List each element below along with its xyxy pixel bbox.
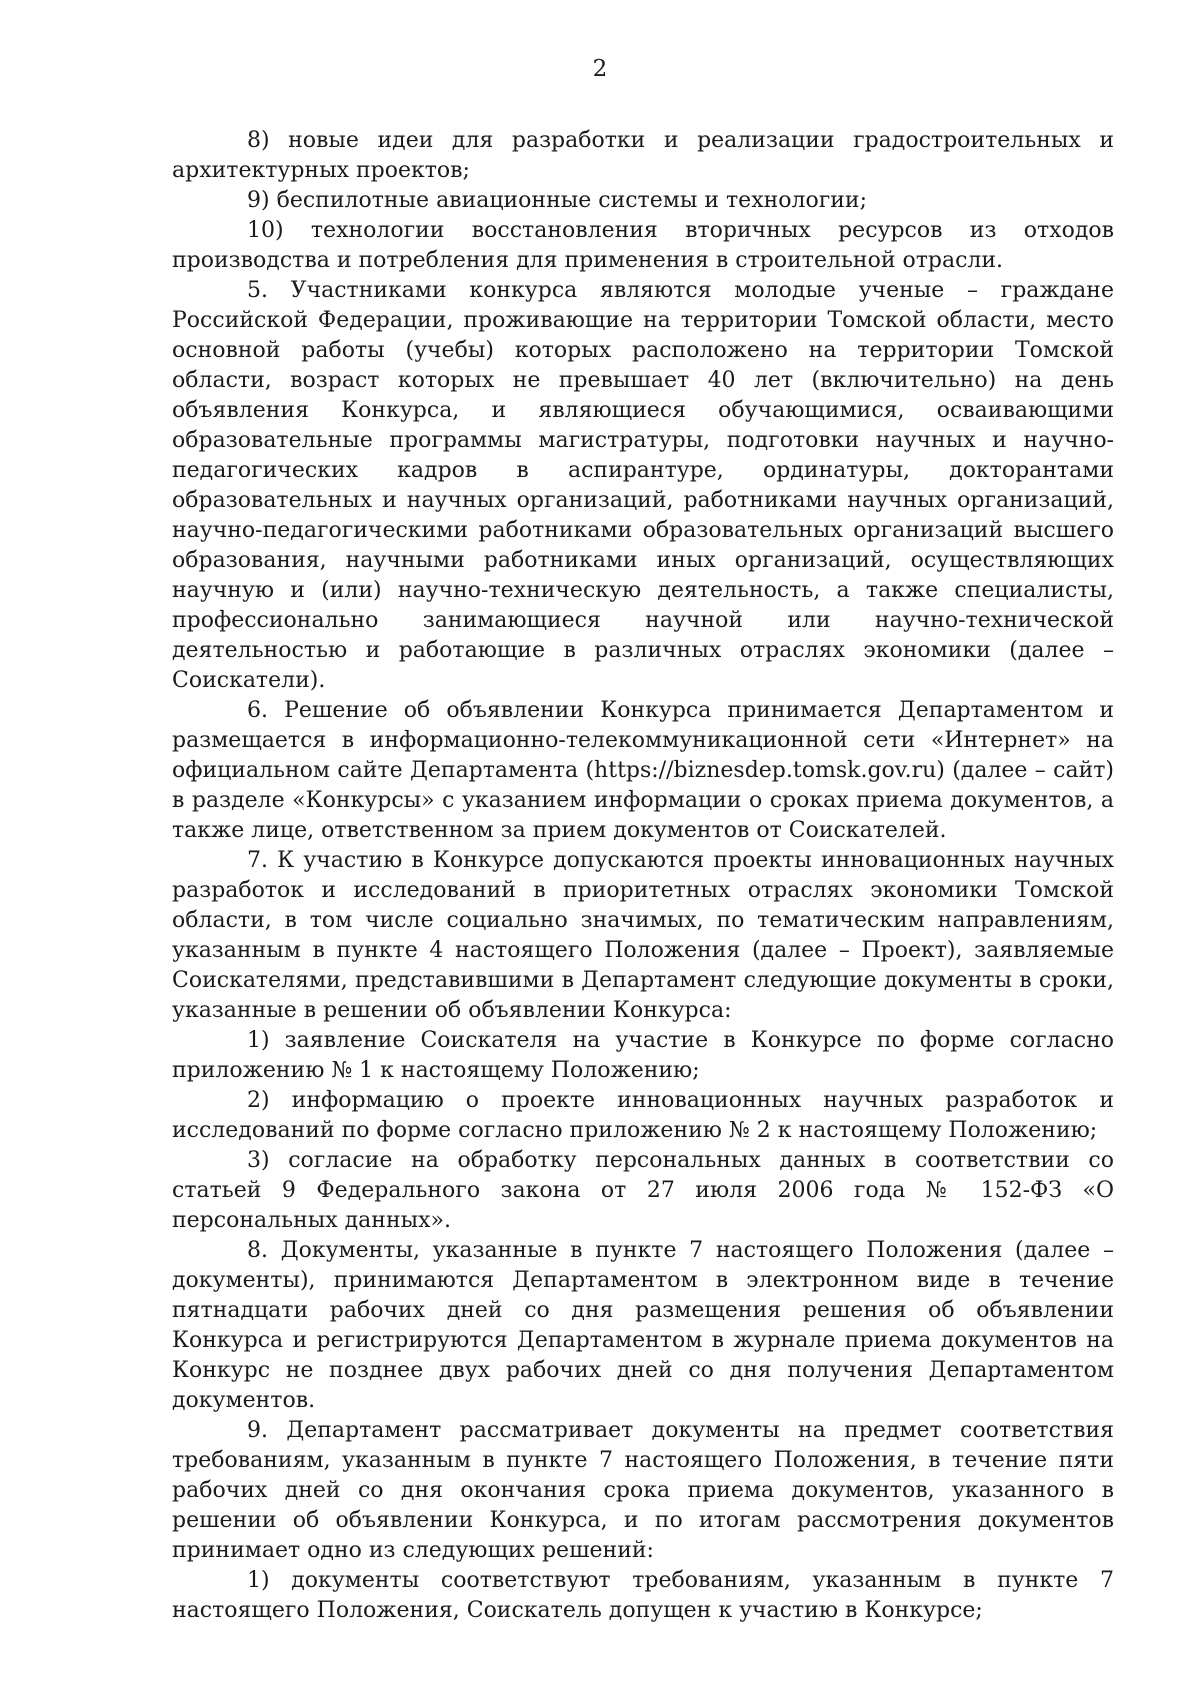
paragraph: 8. Документы, указанные в пункте 7 настоящего Положения (далее – документы), принимаются Департаментом в электронном виде в течение пятнадцати рабочих дней со дня размещения решения об объявлении Конкурса и регистрируются Департаментом в журнале приема документов на Конкурс не позднее двух рабочих дней со дня получения Департаментом документов.: [172, 1238, 1114, 1413]
paragraph: 1) заявление Соискателя на участие в Конкурсе по форме согласно приложению № 1 к настоящему Положению;: [172, 1028, 1114, 1083]
paragraph: 10) технологии восстановления вторичных ресурсов из отходов производства и потребления для применения в строительной отрасли.: [172, 218, 1114, 273]
paragraph: 7. К участию в Конкурсе допускаются проекты инновационных научных разработок и исследований в приоритетных отраслях экономики Томской области, в том числе социально значимых, по тематическим направлениям, указанным в пункте 4 настоящего Положения (далее – Проект), заявляемые Соискателями, представившими в Департамент следующие документы в сроки, указанные в решении об объявлении Конкурса:: [172, 848, 1114, 1023]
paragraph: 5. Участниками конкурса являются молодые ученые – граждане Российской Федерации, проживающие на территории Томской области, место основной работы (учебы) которых расположено на территории Томской области, возраст которых не превышает 40 лет (включительно) на день объявления Конкурса, и являющиеся обучающимися, осваивающими образовательные программы магистратуры, подготовки научных и научно-педагогических кадров в аспирантуре, ординатуры, докторантами образовательных и научных организаций, работниками научных организаций, научно-педагогическими работниками образовательных организаций высшего образования, научными работниками иных организаций, осуществляющих научную и (или) научно-техническую деятельность, а также специалисты, профессионально занимающиеся научной или научно-технической деятельностью и работающие в различных отраслях экономики (далее – Соискатели).: [172, 278, 1114, 693]
page-number: 2: [592, 56, 608, 82]
paragraph: 6. Решение об объявлении Конкурса принимается Департаментом и размещается в информационно-телекоммуникационной сети «Интернет» на официальном сайте Департамента (https://biznesdep.tomsk.gov.ru) (далее – сайт) в разделе «Конкурсы» с указанием информации о сроках приема документов, а также лице, ответственном за прием документов от Соискателей.: [172, 698, 1114, 843]
paragraph: 8) новые идеи для разработки и реализации градостроительных и архитектурных проектов;: [172, 128, 1114, 183]
document-body: [172, 126, 1114, 1626]
paragraph: 2) информацию о проекте инновационных научных разработок и исследований по форме согласно приложению № 2 к настоящему Положению;: [172, 1088, 1114, 1143]
paragraph: 9. Департамент рассматривает документы на предмет соответствия требованиям, указанным в пункте 7 настоящего Положения, в течение пяти рабочих дней со дня окончания срока приема документов, указанного в решении об объявлении Конкурса, и по итогам рассмотрения документов принимает одно из следующих решений:: [172, 1418, 1114, 1563]
paragraph: 3) согласие на обработку персональных данных в соответствии со статьей 9 Федерального закона от 27 июля 2006 года № 152-ФЗ «О персональных данных».: [172, 1148, 1114, 1233]
paragraph: 1) документы соответствуют требованиям, указанным в пункте 7 настоящего Положения, Соискатель допущен к участию в Конкурсе;: [172, 1568, 1114, 1623]
paragraph: 9) беспилотные авиационные системы и технологии;: [247, 188, 868, 213]
